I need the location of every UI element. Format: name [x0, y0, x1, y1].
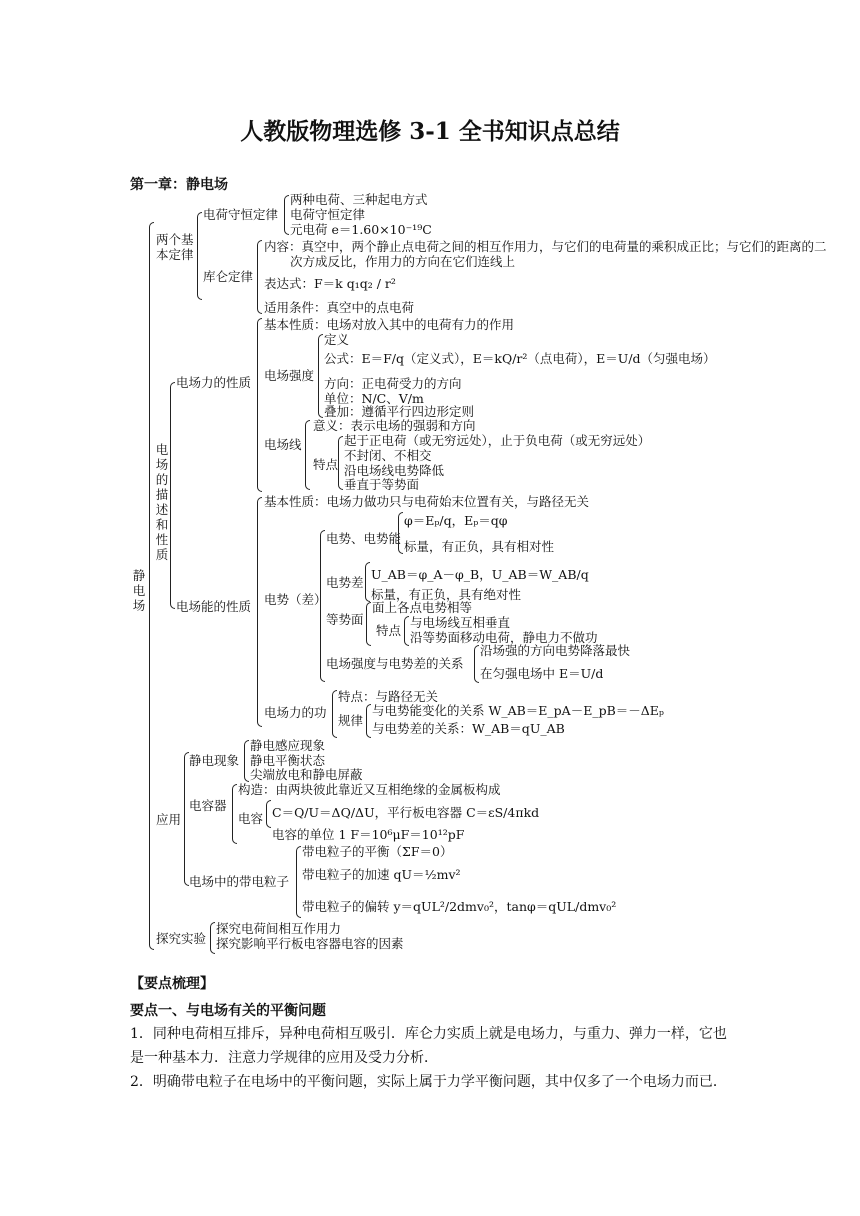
node-charged-particle: 电场中的带电粒子	[189, 874, 290, 889]
brace	[149, 222, 154, 950]
eq-item: 面上各点电势相等	[372, 600, 473, 615]
basic-nature: 基本性质：电场对放入其中的电荷有力的作用	[264, 317, 515, 332]
node-force-nature: 电场力的性质	[176, 375, 252, 390]
fs-unit: 单位：N/C、V/m	[324, 391, 424, 406]
node-field-strength: 电场强度	[264, 368, 315, 383]
fl-item: 沿电场线电势降低	[344, 463, 445, 478]
brace	[398, 512, 403, 554]
cp-item: 带电粒子的平衡（ΣF＝0）	[302, 844, 453, 859]
fl-item: 垂直于等势面	[344, 477, 420, 492]
fl-item: 起于正电荷（或无穷远处），止于负电荷（或无穷远处）	[344, 433, 651, 448]
node-potential-energy: 电势、电势能	[326, 531, 402, 546]
node-potential: 电势（差）	[264, 592, 327, 607]
pd-formula: U_AB＝φ_A－φ_B，U_AB＝W_AB/q	[371, 567, 589, 582]
node-electrostatic: 静电现象	[189, 753, 240, 768]
node-relation: 电场强度与电势差的关系	[326, 656, 464, 671]
paragraph: 2．明确带电粒子在电场中的平衡问题，实际上属于力学平衡问题，其中仅多了一个电场力而已．	[130, 1074, 727, 1090]
brace	[184, 752, 189, 886]
brace	[366, 602, 371, 646]
fs-definition: 定义	[324, 332, 350, 347]
section-heading: 【要点梳理】	[130, 976, 214, 992]
brace	[244, 740, 249, 782]
fs-superpose: 叠加：遵循平行四边形定则	[324, 404, 475, 419]
basic-nature: 基本性质：电场力做功只与电荷始末位置有关，与路径无关	[264, 494, 590, 509]
node-application: 应用	[156, 812, 182, 827]
cp-item: 带电粒子的加速 qU＝½mv²	[302, 867, 461, 882]
brace	[266, 800, 271, 828]
node-coulomb: 库仑定律	[203, 269, 254, 284]
brace	[257, 497, 262, 727]
pe-note: 标量，有正负，具有相对性	[404, 539, 555, 554]
relation-item: 沿场强的方向电势降落最快	[480, 643, 631, 658]
eq-feature-item: 与电场线互相垂直	[410, 615, 511, 630]
work-law-item: 与电势能变化的关系 W_AB＝E_pA－E_pB＝－ΔEₚ	[372, 703, 664, 718]
coulomb-content: 内容：真空中，两个静止点电荷之间的相互作用力，与它们的电荷量的乘积成正比；与它们的距离的二	[264, 239, 827, 254]
brace	[404, 616, 409, 646]
cap-unit: 电容的单位 1 F＝10⁶μF＝10¹²pF	[272, 827, 465, 842]
node-work: 电场力的功	[264, 705, 327, 720]
node-energy-nature: 电场能的性质	[176, 599, 252, 614]
brace	[332, 690, 337, 738]
node-capacitance: 电容	[238, 811, 264, 826]
fl-features: 特点	[313, 457, 339, 472]
chapter-heading: 第一章：静电场	[130, 177, 228, 193]
brace	[257, 240, 262, 314]
coulomb-condition: 适用条件：真空中的点电荷	[264, 300, 415, 315]
node-potential-diff: 电势差	[326, 575, 364, 590]
exp-item: 探究影响平行板电容器电容的因素	[216, 936, 404, 951]
cc-item: 元电荷 e＝1.60×10⁻¹⁹C	[290, 222, 432, 237]
es-item: 尖端放电和静电屏蔽	[250, 767, 363, 782]
brace	[365, 562, 370, 602]
brace	[257, 318, 262, 492]
brace	[232, 784, 237, 844]
node-field-lines: 电场线	[264, 437, 302, 452]
brace	[366, 704, 371, 738]
fs-direction: 方向：正电荷受力的方向	[324, 376, 462, 391]
cp-item: 带电粒子的偏转 y＝qUL²/2dmv₀²，tanφ＝qUL/dmv₀²	[302, 899, 617, 914]
fl-meaning: 意义：表示电场的强弱和方向	[313, 418, 476, 433]
brace	[284, 195, 289, 235]
exp-item: 探究电荷间相互作用力	[216, 921, 342, 936]
brace	[320, 530, 325, 682]
es-item: 静电平衡状态	[250, 753, 326, 768]
cc-item: 两种电荷、三种起电方式	[290, 192, 428, 207]
node-capacitor: 电容器	[189, 798, 227, 813]
fs-formula: 公式：E＝F/q（定义式），E＝kQ/r²（点电荷），E＝U/d（匀强电场）	[324, 351, 716, 366]
work-law: 规律	[338, 713, 364, 728]
brace	[296, 846, 301, 918]
node-description: 电场的描述和性质	[155, 442, 169, 562]
coulomb-content-cont: 次方成反比，作用力的方向在它们连线上	[290, 254, 516, 269]
node-experiment: 探究实验	[156, 931, 207, 946]
fl-item: 不封闭、不相交	[344, 448, 432, 463]
work-feature: 特点：与路径无关	[338, 689, 439, 704]
brace	[170, 382, 175, 609]
mindmap-root: 静电场	[132, 568, 146, 613]
pe-formula: φ＝Eₚ/q，Eₚ＝qφ	[404, 513, 508, 528]
cap-formula: C＝Q/U＝ΔQ/ΔU，平行板电容器 C＝εS/4πkd	[272, 805, 540, 820]
pd-note: 标量，有正负，具有绝对性	[371, 587, 522, 602]
brace	[474, 645, 479, 683]
node-charge-conservation: 电荷守恒定律	[203, 207, 279, 222]
cap-construct: 构造：由两块彼此靠近又互相绝缘的金属板构成	[238, 782, 501, 797]
relation-item: 在匀强电场中 E＝U/d	[480, 666, 604, 681]
page-title: 人教版物理选修 3-1 全书知识点总结	[240, 118, 620, 145]
brace	[197, 212, 202, 300]
es-item: 静电感应现象	[250, 738, 326, 753]
cc-item: 电荷守恒定律	[290, 207, 366, 222]
node-equipotential: 等势面	[326, 612, 364, 627]
brace	[338, 436, 343, 490]
brace	[210, 922, 215, 954]
section-subheading: 要点一、与电场有关的平衡问题	[130, 1003, 326, 1019]
paragraph: 1．同种电荷相互排斥，异种电荷相互吸引．库仑力实质上就是电场力，与重力、弹力一样，它也是一种基本力．注意力学规律的应用及受力分析．	[130, 1026, 727, 1066]
brace	[305, 420, 310, 490]
eq-features: 特点	[376, 623, 402, 638]
node-two-laws: 两个基本定律	[156, 232, 194, 262]
work-law-item: 与电势差的关系：W_AB＝qU_AB	[372, 721, 565, 736]
brace	[318, 334, 323, 418]
eq-feature-item: 沿等势面移动电荷，静电力不做功	[410, 630, 598, 645]
coulomb-expression: 表达式：F＝k q₁q₂ / r²	[264, 276, 396, 291]
